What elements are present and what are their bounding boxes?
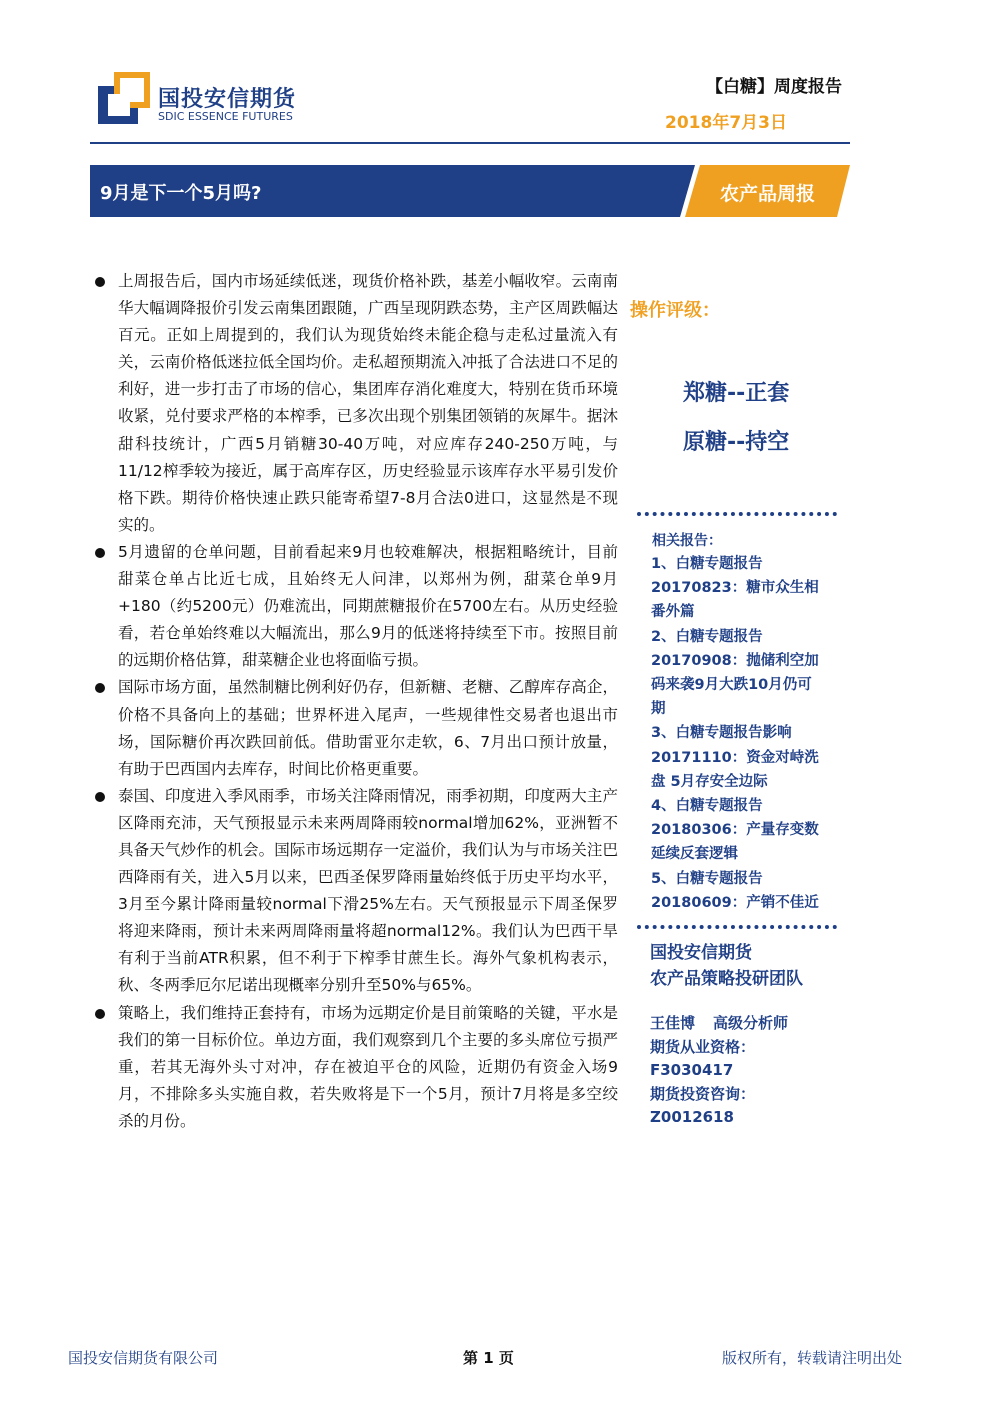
company-logo: [98, 72, 298, 128]
related-report-line[interactable]: 20180306：产量存变数: [651, 822, 819, 839]
paragraph-text: 上周报告后，国内市场延续低迷，现货价格补跌，基差小幅收窄。云南南华大幅调降报价引发云南集团跟随，广西呈现阴跌态势，主产区周跌幅达百元。正如上周提到的，我们认为现货始终未能企稳与走私过量流入有关，云南价格低迷拉低全国均价。走私超预期流入冲抵了合法进口不足的利好，进一步打击了市场的信心，集团库存消化难度大，特别在货币环境收紧，兑付要求严格的本榨季，已多次出现个别集团领销的灰犀牛。据沐甜科技统计，广西5月销糖30-40万吨，对应库存240-250万吨，与11/12榨季较为接近，属于高库存区，历史经验显示该库存水平易引发价格下跌。期待价格快速止跌只能寄希望7-8月合法0进口，这显然是不现实的。: [118, 272, 618, 534]
bullet-icon: [95, 1009, 105, 1019]
consult-label: 期货投资咨询：: [650, 1084, 756, 1103]
sidebar-divider: [637, 512, 837, 516]
analyst-line: [650, 1012, 788, 1036]
body-paragraph: [93, 1000, 618, 1135]
footer-copyright: 版权所有，转载请注明出处: [722, 1349, 903, 1367]
related-report-line[interactable]: 1、白糖专题报告: [651, 556, 763, 572]
team-line: 农产品策略投研团队: [650, 969, 803, 989]
related-report-line[interactable]: 20170908：抛储利空加: [651, 652, 819, 669]
body-paragraph: [93, 539, 618, 674]
related-report-line[interactable]: 2、白糖专题报告: [651, 628, 763, 645]
related-report-line[interactable]: 4、白糖专题报告: [651, 798, 763, 815]
logo-text-cn: 国投安信期货: [158, 87, 297, 112]
page-number: 第 1 页: [463, 1349, 514, 1367]
report-title: 9月是下一个5月吗?: [100, 183, 262, 204]
bullet-icon: [95, 277, 105, 287]
rating-item: 郑糖--正套: [683, 381, 790, 406]
logo-text-en: SDIC ESSENCE FUTURES: [158, 110, 293, 123]
body-paragraph: [93, 783, 618, 1000]
related-report-line[interactable]: 20171110：资金对峙洗: [651, 749, 819, 766]
paragraph-text: 泰国、印度进入季风雨季，市场关注降雨情况，雨季初期，印度两大主产区降雨充沛，天气预报显示未来两周降雨较normal增加62%，亚洲暂不具备天气炒作的机会。国际市场远期存一定溢价，我们认为与市场关注巴西降雨有关，进入5月以来，巴西圣保罗降雨量始终低于历史平均水平，3月至今累计降雨量较normal下滑25%左右。天气预报显示下周圣保罗将迎来降雨，预计未来两周降雨量将超normal12%。我们认为巴西干旱有利于当前ATR积累，但不利于下榨季甘蔗生长。海外气象机构表示，秋、冬两季厄尔尼诺出现概率分别升至50%与65%。: [118, 786, 618, 995]
analyst-info: [650, 1012, 788, 1130]
related-report-line[interactable]: 延续反套逻辑: [651, 846, 738, 863]
paragraph-text: 策略上，我们维持正套持有，市场为远期定价是目前策略的关键，平水是我们的第一目标价位。单边方面，我们观察到几个主要的多头席位亏损严重，若其无海外头寸对冲，存在被迫平仓的风险，近期仍有资金入场9月，不排除多头实施自救，若失败将是下一个5月，预计7月将是多空绞杀的月份。: [118, 1003, 618, 1130]
paragraph-text: 国际市场方面，虽然制糖比例利好仍存，但新糖、老糖、乙醇库存高企，价格不具备向上的基础；世界杯进入尾声，一些规律性交易者也退出市场，国际糖价再次跌回前低。借助雷亚尔走软，6、7月出口预计放量，有助于巴西国内去库存，时间比价格更重要。: [118, 678, 618, 778]
related-report-line[interactable]: 盘 5月存安全边际: [651, 773, 768, 790]
bullet-icon: [95, 548, 105, 558]
report-type: 【白糖】周度报告: [706, 77, 842, 97]
related-report-line[interactable]: 3、白糖专题报告影响: [651, 725, 792, 742]
report-category: 农产品周报: [720, 183, 816, 205]
related-report-line[interactable]: 番外篇: [651, 604, 695, 621]
rating-item: 原糖--持空: [683, 430, 790, 455]
bullet-icon: [95, 792, 105, 802]
paragraph-text: 5月遗留的仓单问题，目前看起来9月也较难解决，根据粗略统计，目前甜菜仓单占比近七成，且始终无人问津，以郑州为例，甜菜仓单9月+180（约5200元）仍难流出，同期蔗糖报价在5700左右。从历史经验看，若仓单始终难以大幅流出，那么9月的低迷将持续至下市。按照目前的远期价格估算，甜菜糖企业也将面临亏损。: [118, 542, 618, 670]
report-date: 2018年7月3日: [665, 113, 787, 133]
report-body: [93, 268, 618, 1135]
license-number: F3030417: [650, 1061, 734, 1079]
logo-icon: [98, 72, 150, 124]
related-report-line[interactable]: 码来袭9月大跌10月仍可: [651, 677, 812, 694]
related-reports-list: [651, 552, 841, 915]
header-divider: [90, 142, 850, 144]
title-bar: [90, 165, 850, 217]
related-report-line[interactable]: 20170823：糖市众生相: [651, 580, 819, 597]
analyst-title: 高级分析师: [713, 1014, 789, 1032]
related-report-line[interactable]: 期: [651, 701, 666, 718]
body-paragraph: [93, 674, 618, 782]
body-paragraph: [93, 268, 618, 539]
research-team: [650, 940, 803, 992]
analyst-name: 王佳博: [650, 1014, 696, 1032]
team-line: 国投安信期货: [650, 943, 752, 963]
consult-number: Z0012618: [650, 1108, 734, 1126]
bullet-icon: [95, 683, 105, 693]
rating-label: 操作评级：: [630, 300, 720, 321]
related-report-line[interactable]: 5、白糖专题报告: [651, 870, 763, 887]
related-report-line[interactable]: 20180609：产销不佳近: [651, 894, 819, 911]
related-reports-title: 相关报告：: [652, 533, 722, 549]
sidebar-divider: [637, 925, 837, 929]
license-label: 期货从业资格：: [650, 1037, 756, 1056]
footer-company: 国投安信期货有限公司: [68, 1349, 219, 1367]
